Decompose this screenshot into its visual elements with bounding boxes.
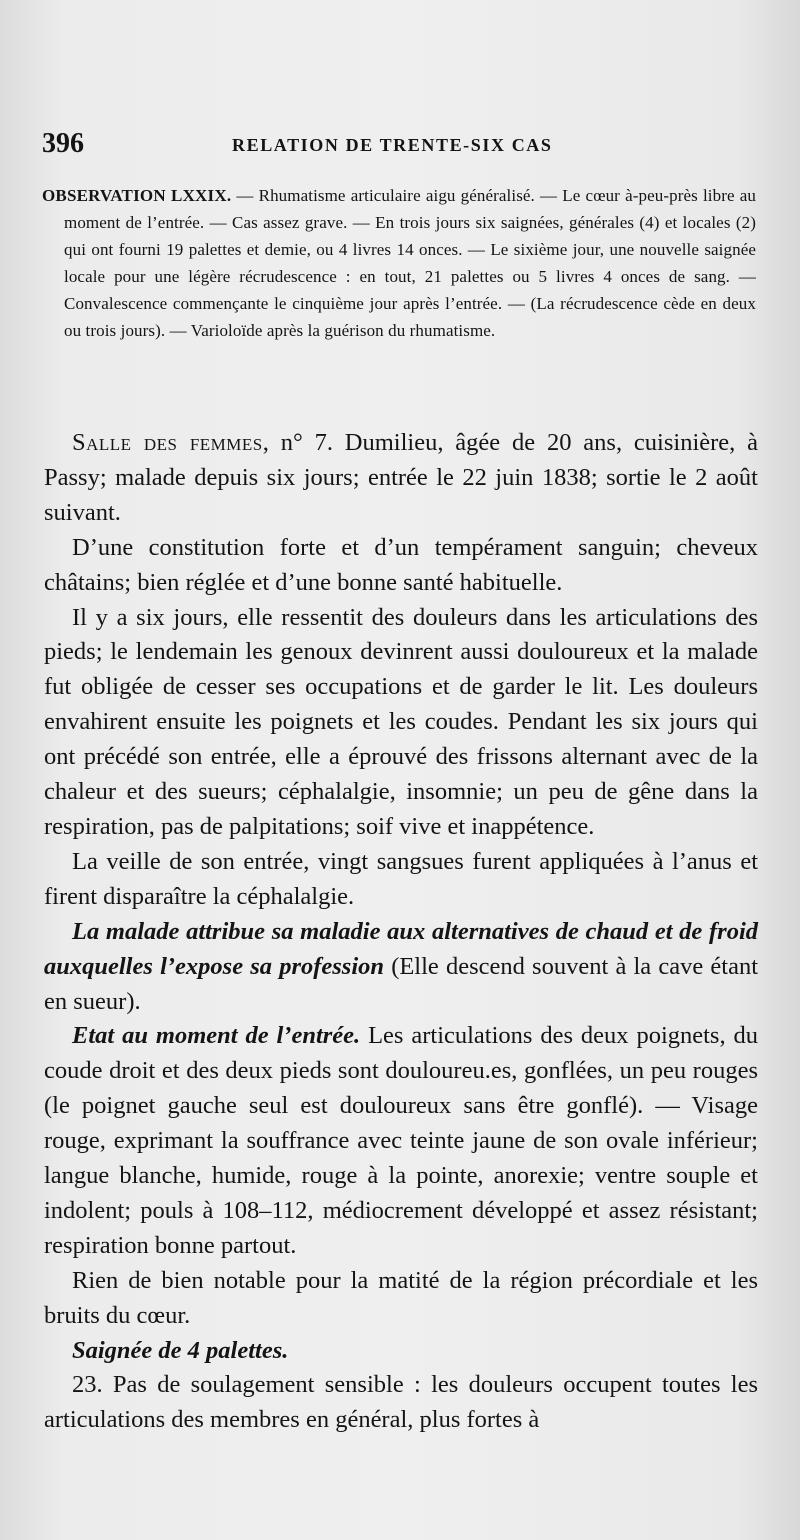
paragraph-leeches: La veille de son entrée, vingt sangsues furent appliquées à l’anus et firent disparaître la céphalalgie. — [44, 847, 758, 910]
ward-label: Salle des femmes — [72, 429, 263, 456]
state-on-entry-heading: Etat au moment de l’entrée. — [72, 1022, 361, 1050]
observation-summary-text: — Rhumatisme articulaire aigu généralisé. — Le cœur à-peu-près libre au moment de l’entrée. — Cas assez grave. — En trois jours six saignées, générales (4) et locales (2) qui ont fourni 19 palettes et demie, ou 4 livres 14 onces. — Le sixième jour, une nouvelle saignée locale pour une légère récrudescence : en tout, 21 palettes ou 5 livres 4 onces de sang. — Convalescence commençante le cinquième jour après l’entrée. — (La récrudescence cède en deux ou trois jours). — Varioloïde après la guérison du rhumatisme. — [64, 186, 756, 340]
body-text — [44, 426, 758, 1438]
paragraph-cardiac: Rien de bien notable pour la matité de la région précordiale et les bruits du cœur. — [44, 1266, 758, 1329]
paragraph-state-on-entry — [44, 1019, 758, 1263]
cause-italic: La malade attribue sa maladie aux alternatives de chaud et de froid auxquelles l’expose sa profession — [44, 917, 758, 980]
paragraph-cause — [44, 915, 758, 1020]
page-number: 396 — [42, 128, 84, 159]
page-header — [42, 128, 762, 160]
paragraph-history: Il y a six jours, elle ressentit des douleurs dans les articulations des pieds; le lendemain les genoux devinrent aussi douloureux et la malade fut obligée de cesser ses occupations et de garder le lit. Les douleurs envahirent ensuite les poignets et les coudes. Pendant les six jours qui ont précédé son entrée, elle a éprouvé des frissons alternant avec de la chaleur et des sueurs; céphalalgie, insomnie; un peu de gêne dans la respiration, pas de palpitations; soif vive et inappétence. — [44, 603, 758, 840]
paragraph-constitution: D’une constitution forte et d’un tempérament sanguin; cheveux châtains; bien réglée et d’une bonne santé habituelle. — [44, 533, 758, 596]
state-on-entry-text: Les articulations des deux poignets, du coude droit et des deux pieds sont douloureu.es, gonflées, un peu rouges (le poignet gauche seul est douloureux sans être gonflé). — Visage rouge, exprimant la souffrance avec teinte jaune de son ovale inférieur; langue blanche, humide, rouge à la pointe, anorexie; ventre souple et indolent; pouls à 108–112, médiocrement développé et assez résistant; respiration bonne partout. — [44, 1022, 758, 1259]
bleeding-italic: Saignée de 4 palettes. — [72, 1336, 289, 1364]
observation-summary — [42, 182, 756, 344]
paragraph-admission — [44, 426, 758, 531]
paragraph-day-23: 23. Pas de soulagement sensible : les douleurs occupent toutes les articulations des membres en général, plus fortes à — [44, 1371, 758, 1434]
paragraph-bleeding — [44, 1334, 758, 1369]
admission-text: , n° 7. Dumilieu, âgée de 20 ans, cuisinière, à Passy; malade depuis six jours; entrée le 22 juin 1838; sortie le 2 août suivant. — [44, 429, 758, 526]
observation-title: OBSERVATION LXXIX. — [42, 186, 232, 205]
running-title: RELATION DE TRENTE-SIX CAS — [232, 135, 553, 155]
cause-text: (Elle descend souvent à la cave étant en sueur). — [44, 952, 758, 1015]
